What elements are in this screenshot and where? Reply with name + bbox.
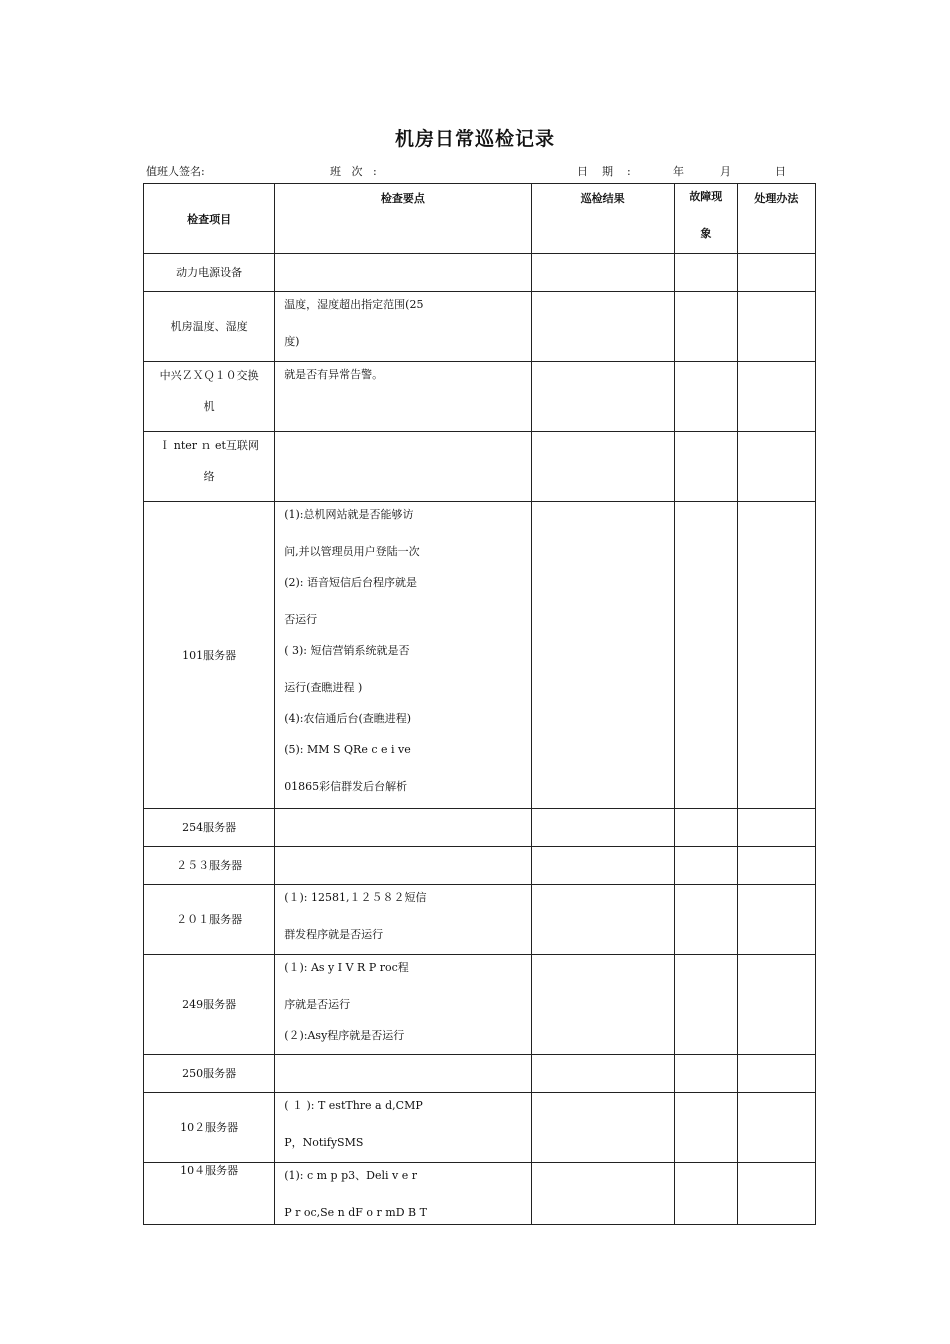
points-line: 问,并以管理员用户登陆一次	[284, 545, 420, 558]
action-cell[interactable]	[737, 1093, 815, 1163]
table-row	[144, 1163, 816, 1225]
points-line: (2): 语音短信后台程序就是	[284, 576, 417, 589]
points-cell	[275, 432, 531, 502]
item-cell: ２５３服务器	[144, 847, 275, 885]
item-cell: 254服务器	[144, 809, 275, 847]
date-label: 日 期 :	[577, 165, 631, 178]
points-cell	[275, 809, 531, 847]
table-row	[144, 432, 816, 502]
points-line: 群发程序就是否运行	[284, 928, 384, 941]
table-row	[144, 502, 816, 809]
action-cell[interactable]	[737, 432, 815, 502]
header-action: 处理办法	[737, 184, 815, 254]
points-line: (２):Asy程序就是否运行	[284, 1029, 405, 1042]
points-line: (4):农信通后台(查瞧进程)	[284, 712, 412, 725]
points-line: P r oc,Se n dF o r mD B T	[284, 1206, 427, 1219]
fault-cell[interactable]	[674, 1163, 737, 1225]
month-label: 月	[720, 165, 731, 178]
points-line: 就是否有异常告警。	[284, 368, 384, 381]
fault-cell[interactable]	[674, 885, 737, 955]
item-line: 机	[203, 400, 215, 413]
points-cell	[275, 885, 531, 955]
points-cell	[275, 1093, 531, 1163]
item-line: Ｉ nter ｎ et互联网	[159, 439, 259, 452]
result-cell[interactable]	[531, 1093, 674, 1163]
action-cell[interactable]	[737, 955, 815, 1055]
result-cell[interactable]	[531, 502, 674, 809]
points-line: (1): c m p p3、Deli v e r	[284, 1169, 417, 1182]
item-line: 10４服务器	[180, 1164, 239, 1177]
item-cell: 250服务器	[144, 1055, 275, 1093]
item-cell: 249服务器	[144, 955, 275, 1055]
fault-cell[interactable]	[674, 502, 737, 809]
item-cell: 101服务器	[144, 502, 275, 809]
table-row	[144, 362, 816, 432]
points-line: ( 3): 短信营销系统就是否	[284, 644, 410, 657]
points-cell	[275, 847, 531, 885]
table-row	[144, 292, 816, 362]
action-cell[interactable]	[737, 1055, 815, 1093]
item-cell: 机房温度、湿度	[144, 292, 275, 362]
shift-label: 班 次 :	[330, 165, 377, 178]
table-header-row	[144, 184, 816, 254]
result-cell[interactable]	[531, 847, 674, 885]
points-line: (1):总机网站就是否能够访	[284, 508, 414, 521]
points-cell	[275, 502, 531, 809]
points-line: ( １ ): T estThre a d,CMP	[284, 1099, 423, 1112]
points-line: 序就是否运行	[284, 998, 351, 1011]
header-fault-line1: 故障现	[689, 190, 723, 203]
header-fault-line2: 象	[700, 227, 712, 240]
points-line: 度)	[284, 335, 300, 348]
result-cell[interactable]	[531, 292, 674, 362]
item-cell: 动力电源设备	[144, 254, 275, 292]
table-row	[144, 1055, 816, 1093]
table-row	[144, 809, 816, 847]
points-line: 温度，湿度超出指定范围(25	[284, 298, 424, 311]
result-cell[interactable]	[531, 254, 674, 292]
points-cell	[275, 292, 531, 362]
action-cell[interactable]	[737, 809, 815, 847]
action-cell[interactable]	[737, 1163, 815, 1225]
table-row	[144, 955, 816, 1055]
points-cell	[275, 362, 531, 432]
header-result: 巡检结果	[531, 184, 674, 254]
item-cell: 10２服务器	[144, 1093, 275, 1163]
fault-cell[interactable]	[674, 254, 737, 292]
action-cell[interactable]	[737, 292, 815, 362]
fault-cell[interactable]	[674, 1093, 737, 1163]
table-row	[144, 885, 816, 955]
points-cell	[275, 1055, 531, 1093]
fault-cell[interactable]	[674, 362, 737, 432]
day-label: 日	[775, 165, 786, 178]
result-cell[interactable]	[531, 432, 674, 502]
points-line: P，NotifySMS	[284, 1136, 364, 1149]
points-cell	[275, 955, 531, 1055]
item-cell	[144, 1163, 275, 1225]
table-row	[144, 847, 816, 885]
item-line: 络	[203, 470, 215, 483]
points-line: (１): 12581,１２５８２短信	[284, 891, 427, 904]
page-title: 机房日常巡检记录	[394, 128, 555, 150]
year-label: 年	[673, 165, 684, 178]
result-cell[interactable]	[531, 1163, 674, 1225]
points-line: (１): As y I V R P roc程	[284, 961, 409, 974]
result-cell[interactable]	[531, 362, 674, 432]
points-line: (5): MM S QRe c e i ve	[284, 743, 411, 756]
item-line: 中兴ＺＸＱ１０交换	[159, 369, 259, 382]
action-cell[interactable]	[737, 254, 815, 292]
action-cell[interactable]	[737, 847, 815, 885]
points-line: 运行(查瞧进程 )	[284, 681, 363, 694]
header-item: 检查项目	[144, 184, 275, 254]
item-cell: ２０１服务器	[144, 885, 275, 955]
action-cell[interactable]	[737, 362, 815, 432]
fault-cell[interactable]	[674, 847, 737, 885]
item-cell	[144, 432, 275, 502]
points-line: 01865彩信群发后台解析	[284, 780, 408, 793]
table-row	[144, 254, 816, 292]
header-points: 检查要点	[275, 184, 531, 254]
result-cell[interactable]	[531, 809, 674, 847]
result-cell[interactable]	[531, 1055, 674, 1093]
fault-cell[interactable]	[674, 432, 737, 502]
fault-cell[interactable]	[674, 1055, 737, 1093]
points-cell	[275, 1163, 531, 1225]
fault-cell[interactable]	[674, 809, 737, 847]
result-cell[interactable]	[531, 955, 674, 1055]
signer-label: 值班人签名:	[146, 165, 205, 178]
header-fault	[674, 184, 737, 254]
points-cell	[275, 254, 531, 292]
action-cell[interactable]	[737, 502, 815, 809]
fault-cell[interactable]	[674, 955, 737, 1055]
result-cell[interactable]	[531, 885, 674, 955]
table-row	[144, 1093, 816, 1163]
action-cell[interactable]	[737, 885, 815, 955]
fault-cell[interactable]	[674, 292, 737, 362]
inspection-table	[143, 183, 816, 1225]
points-line: 否运行	[284, 613, 318, 626]
item-cell	[144, 362, 275, 432]
